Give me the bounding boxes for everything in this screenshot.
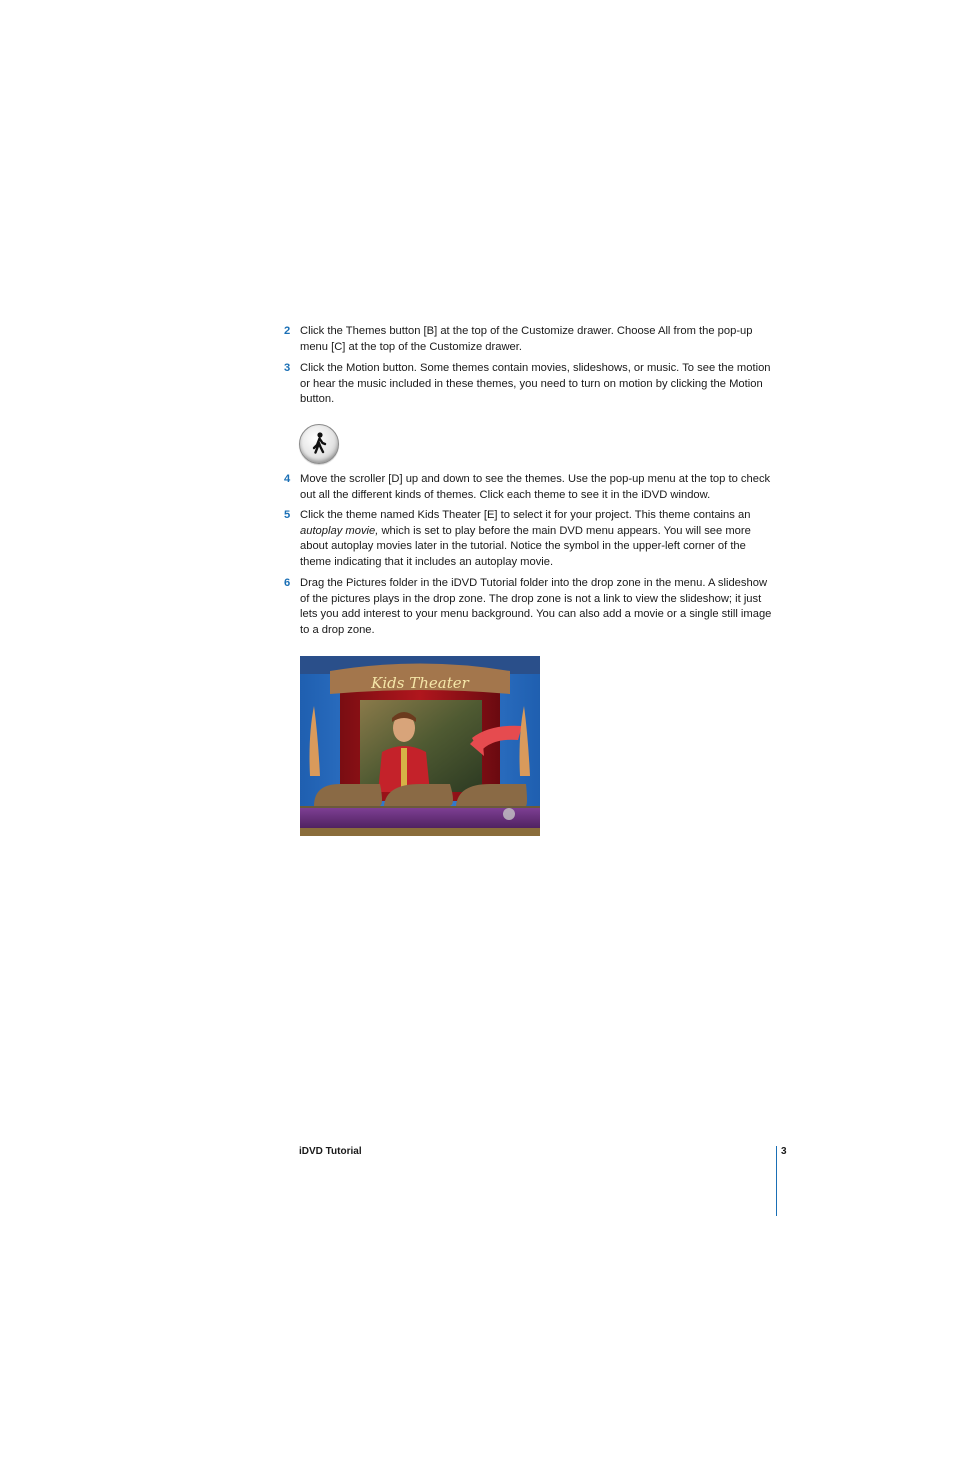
step-5	[284, 508, 774, 570]
step-4	[284, 472, 774, 503]
step-3	[284, 361, 774, 408]
step-2	[284, 324, 774, 355]
step-number: 6	[284, 577, 291, 589]
kids-theater-screenshot	[300, 656, 540, 836]
page-number: 3	[781, 1146, 787, 1157]
step-text	[300, 508, 774, 570]
kids-theater-illustration	[300, 656, 540, 836]
step-text-emphasis: autoplay movie,	[300, 524, 379, 537]
motion-button[interactable]	[299, 424, 339, 464]
step-number: 4	[284, 473, 291, 485]
step-text-after: which is set to play before the main DVD menu appears. You will see more about autoplay movies later in the tutorial. Notice the symbol in the upper-left corner of the theme indicating that it includes an autoplay movie.	[300, 524, 751, 568]
step-6	[284, 576, 774, 638]
step-text: Move the scroller [D] up and down to see the themes. Use the pop-up menu at the top to check out all the different kinds of themes. Click each theme to see it in the iDVD window.	[300, 473, 771, 501]
step-text: Click the Themes button [B] at the top of the Customize drawer. Choose All from the pop-up menu [C] at the top of the Customize drawer.	[300, 325, 753, 353]
step-number: 3	[284, 362, 291, 374]
footer-rule	[776, 1146, 777, 1216]
step-text: Click the Motion button. Some themes contain movies, slideshows, or music. To see the motion or hear the music included in these themes, you need to turn on motion by clicking the Motion button.	[300, 362, 771, 406]
theme-title: Kids Theater	[371, 674, 469, 692]
footer-title: iDVD Tutorial	[299, 1146, 362, 1157]
walking-figure-icon	[300, 425, 338, 463]
step-text-before: Click the theme named Kids Theater [E] to select it for your project. This theme contains an	[300, 509, 751, 521]
step-number: 2	[284, 325, 291, 337]
step-number: 5	[284, 509, 291, 521]
step-text: Drag the Pictures folder in the iDVD Tutorial folder into the drop zone in the menu. A slideshow of the pictures plays in the drop zone. The drop zone is not a link to view the slideshow; it just lets you add interest to your menu background. You can also add a movie or a single still image to a drop zone.	[300, 577, 772, 636]
